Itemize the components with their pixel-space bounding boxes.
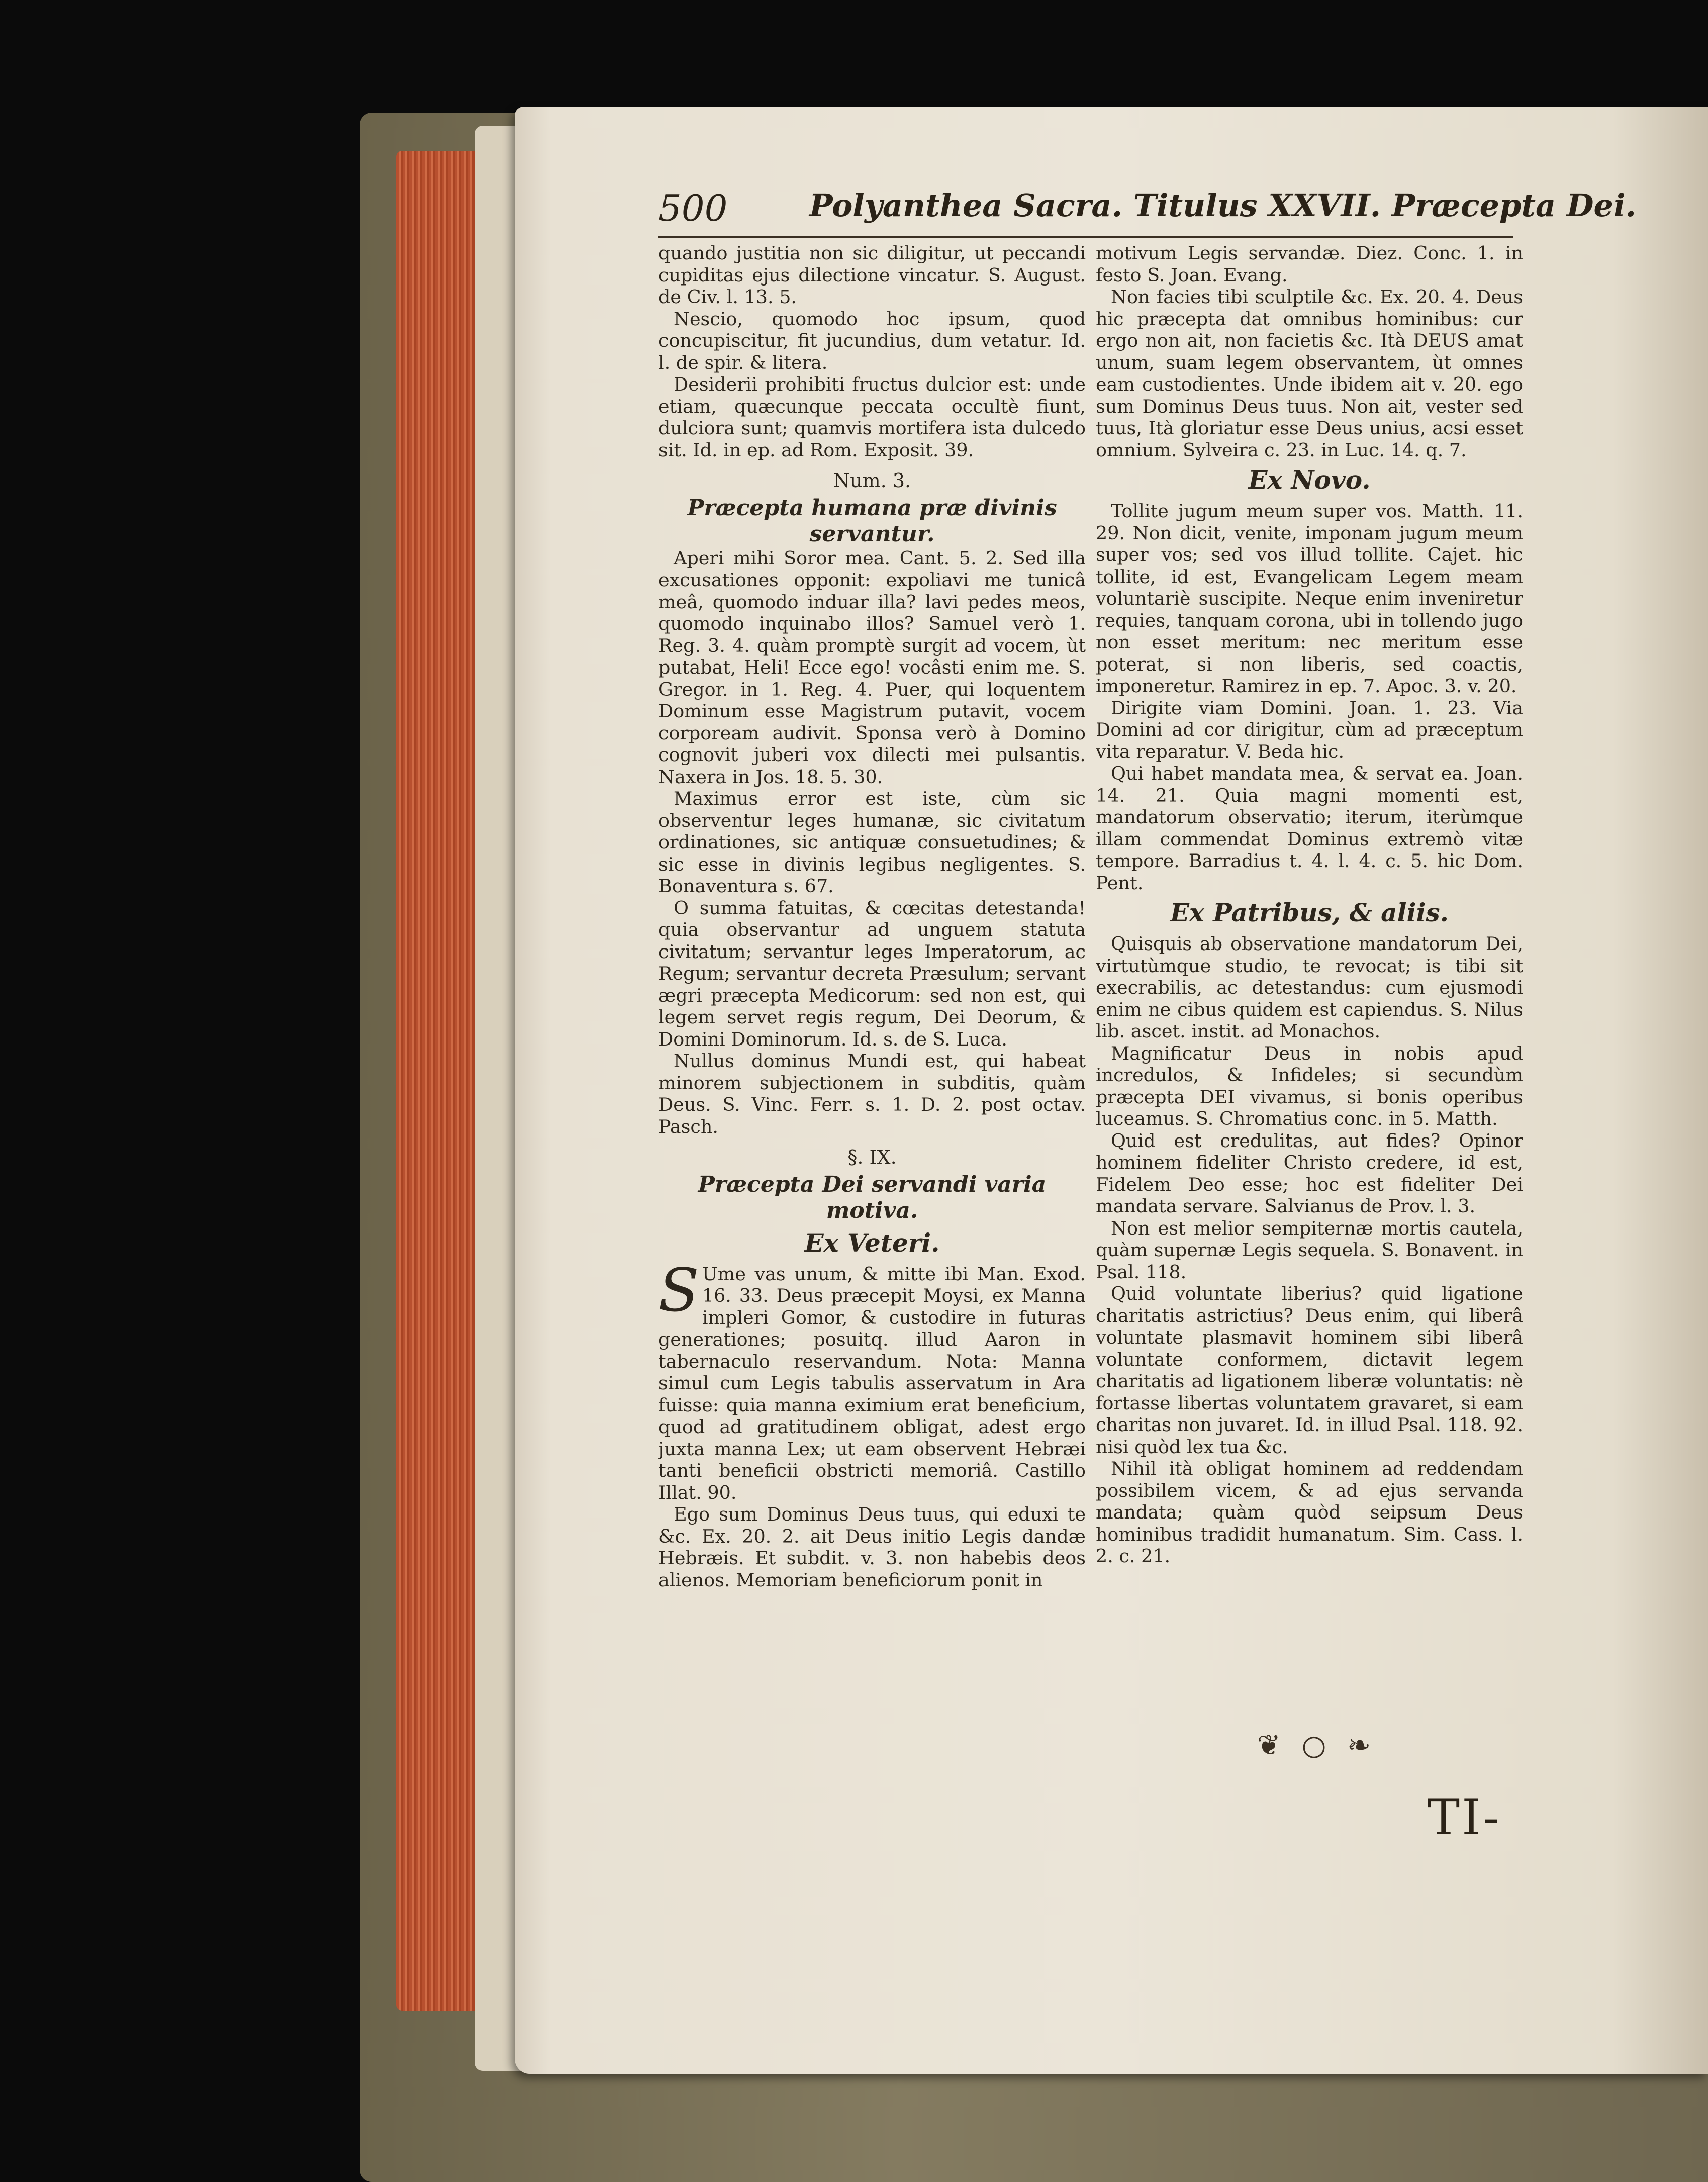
subsection-heading: Ex Veteri. <box>804 1227 940 1258</box>
paragraph-dropcap <box>658 1255 1086 1504</box>
paragraph: Ego sum Dominus Deus tuus, qui eduxi te &c. Ex. 20. 2. ait Deus initio Legis dandæ Hebræis. Et subdit. v. 3. non habebis deos alienos. Memoriam beneficiorum ponit in <box>658 1503 1086 1591</box>
paragraph: Non facies tibi sculptile &c. Ex. 20. 4. Deus hic præcepta dat omnibus hominibus: cur ergo non ait, non facietis &c. Ità DEUS amat unum, suam legem observantem, ùt omnes eam custodientes. Unde ibidem ait v. 20. ego sum Dominus Deus tuus. Non ait, vester sed tuus, Ità gloriatur esse Deus unius, acsi esset omnium. Sylveira c. 23. in Luc. 14. q. 7. <box>1096 286 1523 461</box>
paragraph: quando justitia non sic diligitur, ut peccandi cupiditas ejus dilectione vincatur. S. August. de Civ. l. 13. 5. <box>658 242 1086 308</box>
section-heading: Præcepta humana præ divinis servantur. <box>687 495 1057 547</box>
paragraph: Tollite jugum meum super vos. Matth. 11. 29. Non dicit, venite, imponam jugum meum super vos; sed vos illud tollite. Cajet. hic tollite, id est, Evangelicam Legem meam voluntariè suscipite. Neque enim inveniretur requies, tanquam corona, ubi in tollendo jugo non esset meritum: nec meritum esse poterat, si non liberis, sed coactis, imponeretur. Ramirez in ep. 7. Apoc. 3. v. 20. <box>1096 500 1523 697</box>
paragraph: Maximus error est iste, cùm sic observentur leges humanæ, sic civitatum ordinationes, sic antiquæ consuetudines; & sic esse in divinis legibus negligentes. S. Bonaventura s. 67. <box>658 788 1086 897</box>
header-rule <box>658 236 1513 238</box>
paragraph: Nescio, quomodo hoc ipsum, quod concupiscitur, fit jucundius, dum vetatur. Id. l. de spir. & litera. <box>658 308 1086 373</box>
paragraph: Quisquis ab observatione mandatorum Dei, virtutùmque studio, te revocat; is tibi sit execrabilis, ac detestandus: cum ejusmodi enim ne cibus quidem est capiendus. S. Nilus lib. ascet. instit. ad Monachos. <box>1096 933 1523 1042</box>
drop-cap: S <box>658 1255 699 1325</box>
paragraph: Quid est credulitas, aut fides? Opinor hominem fideliter Christo credere, id est, Fidelem Deo esse; hoc est fideliter Dei mandata servare. Salvianus de Prov. l. 3. <box>1096 1129 1523 1217</box>
paragraph: Magnificatur Deus in nobis apud incredulos, & Infideles; si secundùm præcepta DEI vivamus, si bonis operibus luceamus. S. Chromatius conc. in 5. Matth. <box>1096 1042 1523 1129</box>
catchword: TI- <box>1428 1789 1501 1846</box>
paragraph: Desiderii prohibiti fructus dulcior est: unde etiam, quæcunque peccata occultè fiunt, dulciora sunt; quamvis mortifera ista dulcedo sit. Id. in ep. ad Rom. Exposit. 39. <box>658 373 1086 461</box>
paragraph: Nihil ità obligat hominem ad reddendam possibilem vicem, & ad ejus servanda mandata; quàm quòd seipsum Deus hominibus tradidit humanatum. Sim. Cass. l. 2. c. 21. <box>1096 1458 1523 1567</box>
paragraph: O summa fatuitas, & cœcitas detestanda! quia observantur ad unguem statuta civitatum; servantur leges Imperatorum, ac Regum; servantur decreta Præsulum; servant ægri præcepta Medicorum: sed non est, qui legem servet regis regum, Dei Deorum, & Domini Dominorum. Id. s. de S. Luca. <box>658 897 1086 1050</box>
section-heading: Præcepta Dei servandi varia motiva. <box>698 1171 1047 1223</box>
paragraph: Dirigite viam Domini. Joan. 1. 23. Via Domini ad cor dirigitur, cùm ad præceptum vita reparatur. V. Beda hic. <box>1096 697 1523 763</box>
paragraph: Non est melior sempiternæ mortis cautela, quàm supernæ Legis sequela. S. Bonavent. in Psal. 118. <box>1096 1217 1523 1283</box>
page-header <box>658 187 1637 237</box>
page-edges <box>396 151 477 2011</box>
paragraph: Aperi mihi Soror mea. Cant. 5. 2. Sed illa excusationes opponit: expoliavi me tunicâ meâ, quomodo induar illa? lavi pedes meos, quomodo inquinabo illos? Samuel verò 1. Reg. 3. 4. quàm promptè surgit ad vocem, ùt putabat, Heli! Ecce ego! vocâsti enim me. S. Gregor. in 1. Reg. 4. Puer, qui loquentem Dominum esse Magistrum putavit, vocem corpoream audivit. Sponsa verò à Domino cognovit juberi vox dilecti mei pulsantis. Naxera in Jos. 18. 5. 30. <box>658 547 1086 788</box>
paragraph: Qui habet mandata mea, & servat ea. Joan. 14. 21. Quia magni momenti est, mandatorum observatio; iterum, iterùmque illam commendat Dominus extremò vitæ tempore. Barradius t. 4. l. 4. c. 5. hic Dom. Pent. <box>1096 763 1523 894</box>
paragraph: Nullus dominus Mundi est, qui habeat minorem subjectionem in subditis, quàm Deus. S. Vinc. Ferr. s. 1. D. 2. post octav. Pasch. <box>658 1050 1086 1137</box>
paragraph: Quid voluntate liberius? quid ligatione charitatis astrictius? Deus enim, qui liberâ voluntate plasmavit hominem sibi liberâ voluntate conformem, dictavit legem charitatis ad ligationem liberæ voluntatis: nè fortasse libertas voluntatem gravaret, si eam charitas non juvaret. Id. in illud Psal. 118. 92. nisi quòd lex tua &c. <box>1096 1283 1523 1458</box>
number-label: Num. 3. <box>833 469 911 492</box>
ornament: ❦ ○ ❧ <box>1257 1729 1377 1762</box>
page-number: 500 <box>658 187 728 229</box>
right-column <box>1096 242 1523 1735</box>
subsection-heading: Ex Patribus, & aliis. <box>1170 898 1449 927</box>
section-number: §. IX. <box>847 1146 897 1168</box>
left-column <box>658 242 1086 1735</box>
paragraph: motivum Legis servandæ. Diez. Conc. 1. in festo S. Joan. Evang. <box>1096 242 1523 286</box>
paragraph-text: Ume vas unum, & mitte ibi Man. Exod. 16. 33. Deus præcepit Moysi, ex Manna impleri Gomor, & custodire in futuras generationes; posuitq. illud Aaron in tabernaculo reservandum. Nota: Manna simul cum Legis tabulis asservatum in Ara fuisse: quia manna eximium erat beneficium, quod ad gratitudinem obligat, adest ergo juxta manna Lex; ut eam observent Hebræi tanti beneficii obstricti memoriâ. Castillo Illat. 90. <box>658 1263 1086 1503</box>
running-title: Polyanthea Sacra. Titulus XXVII. Præcepta Dei. <box>809 187 1637 224</box>
subsection-heading: Ex Novo. <box>1248 465 1371 495</box>
